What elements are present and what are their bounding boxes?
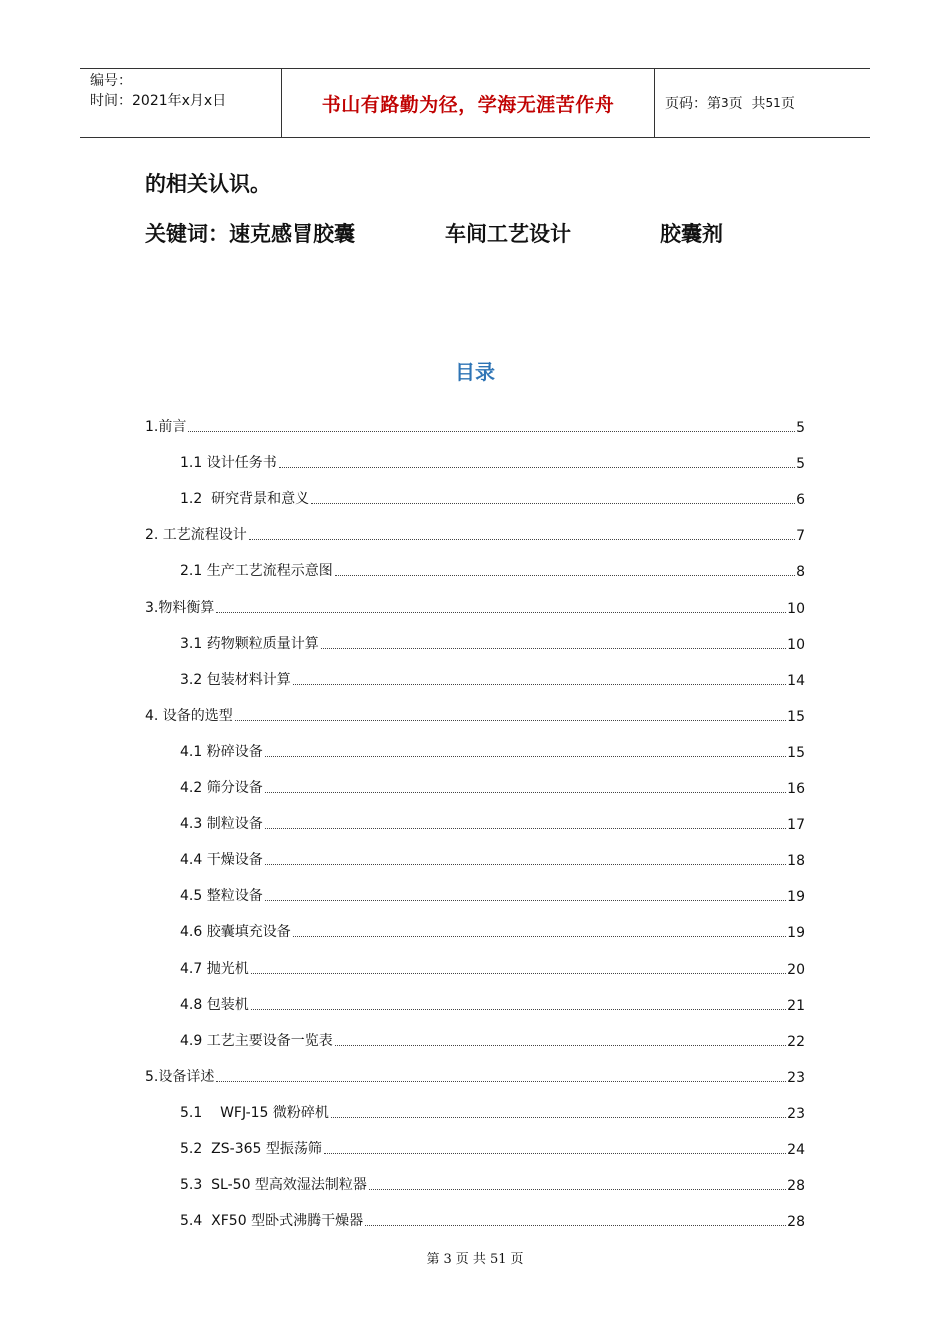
time-label: 时间： — [90, 93, 132, 109]
toc-entry[interactable] — [145, 869, 805, 905]
toc-entry[interactable] — [145, 1158, 805, 1194]
toc-entry-page: 15 — [787, 744, 805, 761]
toc-entry-label: 4.7 抛光机 — [180, 958, 250, 978]
toc-dot-leader — [265, 899, 786, 901]
toc-entry-page: 19 — [787, 889, 805, 906]
toc-entry-page: 10 — [787, 600, 805, 617]
toc-entry-page: 18 — [787, 853, 805, 870]
toc-title: 目录 — [455, 360, 495, 384]
keywords-line — [145, 218, 723, 248]
toc-entry[interactable] — [145, 1014, 805, 1050]
toc-dot-leader — [265, 863, 786, 865]
toc-entry[interactable] — [145, 1194, 805, 1230]
toc-entry-label: 5.4 XF50 型卧式沸腾干燥器 — [180, 1210, 364, 1230]
toc-dot-leader — [369, 1188, 786, 1190]
toc-entry-page: 14 — [787, 672, 805, 689]
toc-entry-label: 1.2 研究背景和意义 — [180, 488, 310, 508]
toc-entry-label: 4.2 筛分设备 — [180, 777, 264, 797]
toc-dot-leader — [321, 647, 786, 649]
toc-entry[interactable] — [145, 1050, 805, 1086]
toc-entry-page: 16 — [787, 781, 805, 798]
table-of-contents — [145, 400, 805, 1230]
toc-entry-label: 4.3 制粒设备 — [180, 813, 264, 833]
page-total: 51 — [765, 96, 781, 110]
toc-entry-label: 2.1 生产工艺流程示意图 — [180, 560, 334, 580]
toc-entry-page: 28 — [787, 1214, 805, 1231]
toc-entry-page: 23 — [787, 1069, 805, 1086]
toc-entry-page: 23 — [787, 1105, 805, 1122]
toc-dot-leader — [335, 574, 795, 576]
toc-dot-leader — [293, 683, 786, 685]
page-footer — [0, 1248, 950, 1267]
toc-entry-page: 5 — [796, 420, 805, 437]
toc-entry-label: 4.8 包装机 — [180, 994, 250, 1014]
toc-entry-page: 15 — [787, 708, 805, 725]
toc-entry-label: 3.物料衡算 — [145, 597, 215, 617]
toc-dot-leader — [324, 1152, 786, 1154]
toc-entry-label: 5.2 ZS-365 型振荡筛 — [180, 1138, 323, 1158]
keyword-3: 胶囊剂 — [660, 222, 723, 246]
toc-dot-leader — [249, 538, 795, 540]
toc-dot-leader — [335, 1044, 786, 1046]
toc-dot-leader — [265, 791, 786, 793]
toc-dot-leader — [311, 502, 795, 504]
toc-entry[interactable] — [145, 905, 805, 941]
toc-dot-leader — [235, 719, 786, 721]
time-value: 2021年x月x日 — [132, 93, 227, 109]
toc-entry-label: 4.6 胶囊填充设备 — [180, 921, 292, 941]
toc-entry-label: 1.前言 — [145, 416, 187, 436]
header-info-cell — [80, 69, 282, 137]
toc-entry-page: 8 — [796, 564, 805, 581]
toc-dot-leader — [216, 611, 786, 613]
toc-dot-leader — [251, 972, 786, 974]
toc-entry-label: 1.1 设计任务书 — [180, 452, 278, 472]
toc-dot-leader — [365, 1224, 786, 1226]
header-motto: 书山有路勤为径，学海无涯苦作舟 — [282, 69, 655, 137]
toc-entry[interactable] — [145, 833, 805, 869]
toc-dot-leader — [265, 827, 786, 829]
page-current: 3 — [721, 96, 729, 110]
toc-dot-leader — [188, 430, 795, 432]
page-end: 页 — [780, 96, 795, 112]
toc-entry[interactable] — [145, 978, 805, 1014]
toc-entry-label: 2. 工艺流程设计 — [145, 524, 248, 544]
continuation-text: 的相关认识。 — [145, 172, 271, 196]
toc-entry-page: 7 — [796, 528, 805, 545]
toc-entry[interactable] — [145, 436, 805, 472]
toc-dot-leader — [279, 466, 795, 468]
toc-entry[interactable] — [145, 797, 805, 833]
page-label: 页码：第 — [665, 96, 721, 112]
keywords-label: 关键词：速克感冒胶囊 — [145, 222, 355, 246]
toc-entry-page: 21 — [787, 997, 805, 1014]
toc-dot-leader — [265, 755, 786, 757]
toc-entry-page: 5 — [796, 456, 805, 473]
toc-entry[interactable] — [145, 544, 805, 580]
toc-dot-leader — [293, 935, 786, 937]
toc-entry[interactable] — [145, 653, 805, 689]
toc-entry-label: 5.1 WFJ-15 微粉碎机 — [180, 1102, 330, 1122]
toc-entry-page: 24 — [787, 1141, 805, 1158]
toc-entry-page: 19 — [787, 925, 805, 942]
toc-entry[interactable] — [145, 580, 805, 616]
toc-entry[interactable] — [145, 1086, 805, 1122]
toc-entry-page: 22 — [787, 1033, 805, 1050]
toc-entry-label: 5.3 SL-50 型高效湿法制粒器 — [180, 1174, 368, 1194]
toc-entry[interactable] — [145, 472, 805, 508]
toc-entry[interactable] — [145, 689, 805, 725]
toc-entry-page: 6 — [796, 492, 805, 509]
toc-entry-page: 28 — [787, 1178, 805, 1195]
toc-dot-leader — [331, 1116, 786, 1118]
footer-pre: 第 — [426, 1252, 440, 1267]
keyword-2: 车间工艺设计 — [445, 222, 571, 246]
time-line — [90, 91, 281, 111]
header-page-info — [655, 69, 870, 137]
toc-entry[interactable] — [145, 761, 805, 797]
toc-entry[interactable] — [145, 725, 805, 761]
toc-entry[interactable] — [145, 941, 805, 977]
toc-entry-page: 10 — [787, 636, 805, 653]
toc-entry-label: 4.1 粉碎设备 — [180, 741, 264, 761]
toc-entry-page: 17 — [787, 817, 805, 834]
footer-post: 页 — [510, 1252, 524, 1267]
toc-entry[interactable] — [145, 1122, 805, 1158]
toc-entry-label: 3.1 药物颗粒质量计算 — [180, 633, 320, 653]
toc-entry-label: 4. 设备的选型 — [145, 705, 234, 725]
toc-entry-label: 5.设备详述 — [145, 1066, 215, 1086]
toc-entry-page: 20 — [787, 961, 805, 978]
toc-entry-label: 3.2 包装材料计算 — [180, 669, 292, 689]
footer-total: 51 — [489, 1252, 507, 1267]
toc-dot-leader — [216, 1080, 786, 1082]
footer-current: 3 — [443, 1252, 452, 1267]
page-header — [80, 68, 870, 138]
number-label: 编号： — [90, 73, 132, 89]
page-mid: 页 共 — [728, 96, 766, 112]
toc-entry[interactable] — [145, 508, 805, 544]
toc-dot-leader — [251, 1008, 786, 1010]
toc-entry[interactable] — [145, 617, 805, 653]
toc-entry[interactable] — [145, 400, 805, 436]
toc-entry-label: 4.5 整粒设备 — [180, 885, 264, 905]
toc-entry-label: 4.9 工艺主要设备一览表 — [180, 1030, 334, 1050]
footer-mid: 页 共 — [455, 1252, 486, 1267]
toc-entry-label: 4.4 干燥设备 — [180, 849, 264, 869]
